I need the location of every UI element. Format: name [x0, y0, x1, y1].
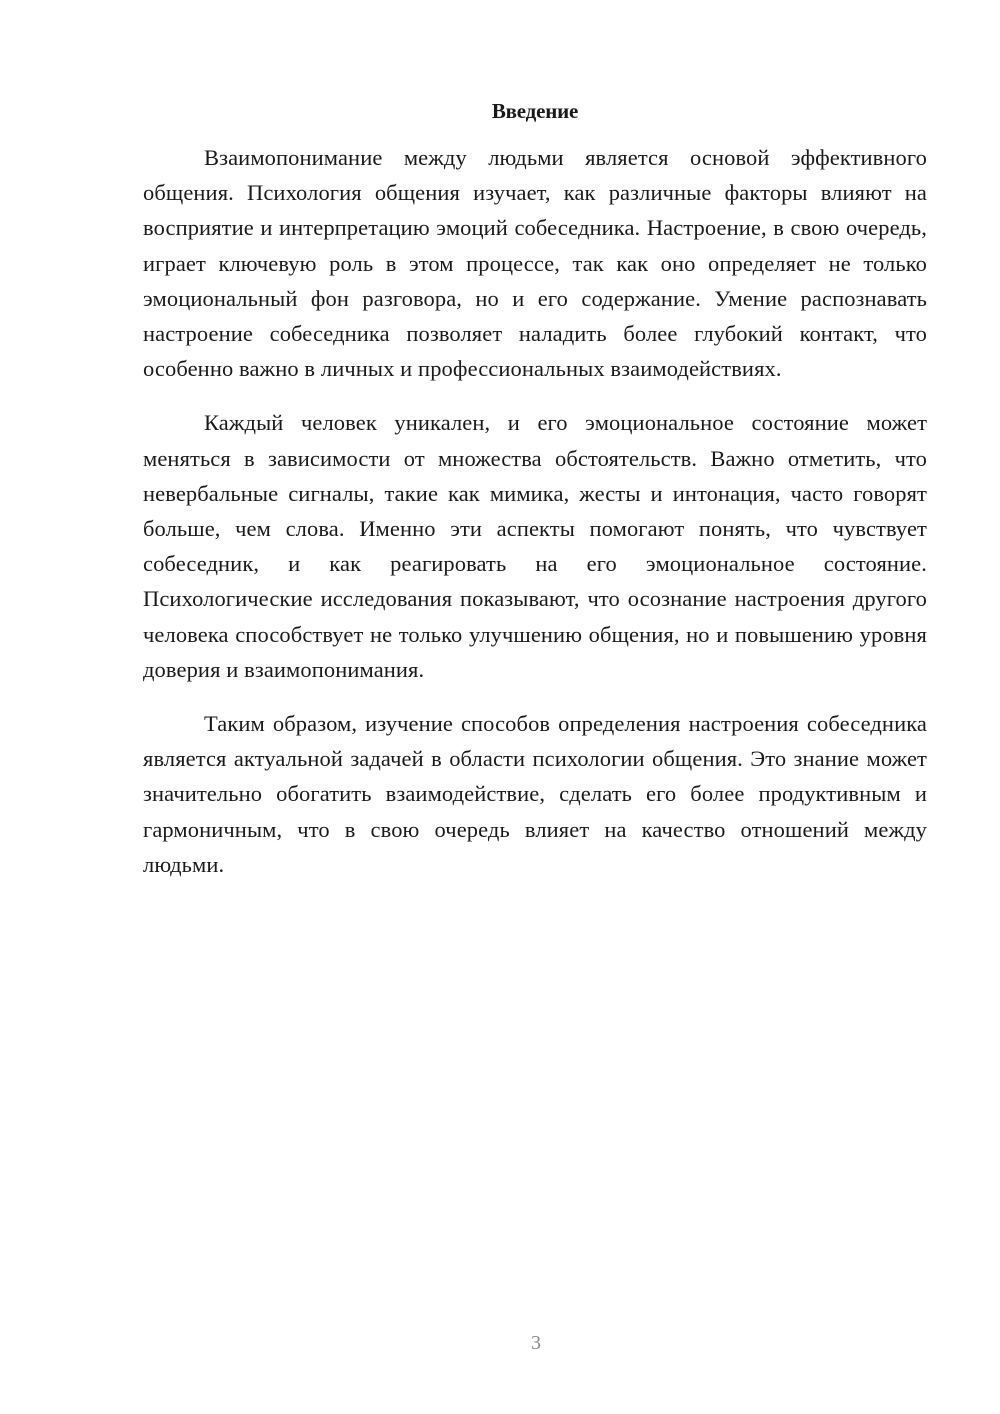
- page-number: 3: [531, 1332, 541, 1354]
- page-content: [143, 96, 927, 882]
- paragraph-3: Таким образом, изучение способов определения настроения собеседника является актуальной задачей в области психологии общения. Это знание может значительно обогатить взаимодействие, сделать его более продуктивным и гармоничным, что в свою очередь влияет на качество отношений между людьми.: [143, 711, 927, 877]
- section-heading: Введение: [491, 99, 579, 123]
- paragraph-1: Взаимопонимание между людьми является основой эффективного общения. Психология общения изучает, как различные факторы влияют на восприятие и интерпретацию эмоций собеседника. Настроение, в свою очередь, играет ключевую роль в этом процессе, так как оно определяет не только эмоциональный фон разговора, но и его содержание. Умение распознавать настроение собеседника позволяет наладить более глубокий контакт, что особенно важно в личных и профессиональных взаимодействиях.: [143, 145, 927, 382]
- paragraph-2: Каждый человек уникален, и его эмоциональное состояние может меняться в зависимости от множества обстоятельств. Важно отметить, что невербальные сигналы, такие как мимика, жесты и интонация, часто говорят больше, чем слова. Именно эти аспекты помогают понять, что чувствует собеседник, и как реагировать на его эмоциональное состояние. Психологические исследования показывают, что осознание настроения другого человека способствует не только улучшению общения, но и повышению уровня доверия и взаимопонимания.: [143, 410, 927, 682]
